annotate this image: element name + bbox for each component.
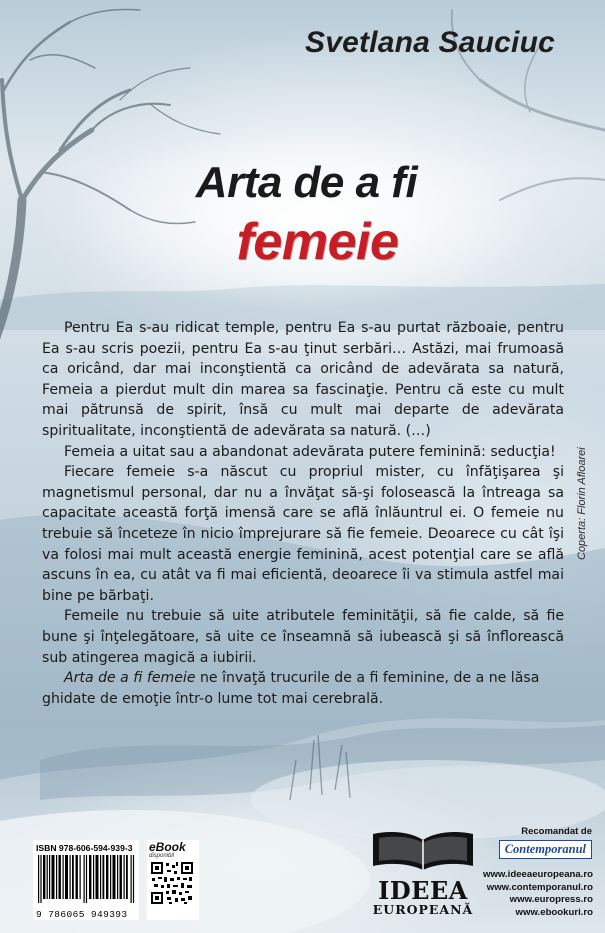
blurb-book-title: Arta de a fi femeie [64, 670, 196, 687]
cover-credit: Coperta: Florin Afloarei [576, 447, 588, 560]
blurb-paragraph-2: Femeia a uitat sau a abandonat adevărata putere feminină: seducţia! [64, 443, 556, 460]
isbn-label: ISBN 978-606-594-939-3 [36, 843, 133, 853]
publisher-urls [483, 869, 593, 919]
url-item: www.europress.ro [509, 894, 593, 906]
book-title-line1: Arta de a fi [195, 158, 418, 207]
book-title-line2: femeie [236, 213, 399, 271]
blurb-paragraph-3: Fiecare femeie s-a născut cu propriul mister, cu înfăţişarea şi magnetismul personal, dar nu a învăţat să-şi folosească la întreaga sa capacitate această forţă imensă care se află înlăuntrul ei. O femeie nu trebuie să înceteze în nicio împrejurare să fie femeie. Deoarece cu cât îşi va folosi mai mult această energie feminină, acest potenţial care se află ascuns în ea, cu atât va fi mai eficientă, deoarece îi va stimula astfel mai bine pe bărbaţi. [42, 464, 564, 604]
blurb-paragraph-5 [42, 668, 564, 709]
publisher-logo [364, 826, 482, 917]
recommended-label: Recomandat de [521, 826, 592, 837]
publisher-name: IDEEA [378, 876, 468, 905]
publisher-subname: EUROPEANĂ [372, 902, 474, 917]
blurb-text [42, 318, 564, 709]
author-name: Svetlana Sauciuc [305, 26, 555, 59]
ebook-label: eBook [149, 840, 186, 854]
url-item: www.ideeaeuropeana.ro [482, 869, 593, 880]
recommended-brand: Contemporanul [499, 840, 592, 859]
url-item: www.ebookuri.ro [515, 906, 593, 918]
barcode-digits: 9 786065 949393 [36, 909, 128, 920]
open-book-icon [369, 826, 477, 872]
qr-code-icon [149, 860, 195, 906]
blurb-paragraph-4: Femeile nu trebuie să uite atributele feminităţii, să fie calde, să fie bune şi înţelegătoare, să uite ce înseamnă să iubească şi să înflorească sub atingerea magică a iubirii. [42, 608, 564, 666]
recommended-by [486, 826, 592, 859]
barcode-icon [36, 853, 136, 903]
ebook-sub: disponibil [149, 853, 175, 859]
blurb-paragraph-1: Pentru Ea s-au ridicat temple, pentru Ea s-au purtat războaie, pentru Ea s-au scris poezii, pentru Ea s-au ţinut serbări… Astăzi, mai frumoasă ca oricând, dar mai inconştientă ca oricând de adevărata sa natură, Femeia a pierdut mult din marea sa fascinaţie. Pentru că este cu mult mai pătrunsă de spirit, însă cu mult mai departe de adevărata spiritualitate, inconştientă de adevărata sa natură. (…) [42, 320, 564, 439]
blurb-paragraph-5-text: ne învaţă trucurile de a fi feminine, de a ne lăsa ghidate de emoţie într-o lume tot mai cerebrală. [42, 670, 540, 707]
ebook-badge [147, 840, 199, 920]
url-item: www.contemporanul.ro [486, 881, 593, 893]
isbn-barcode-block [33, 840, 139, 920]
